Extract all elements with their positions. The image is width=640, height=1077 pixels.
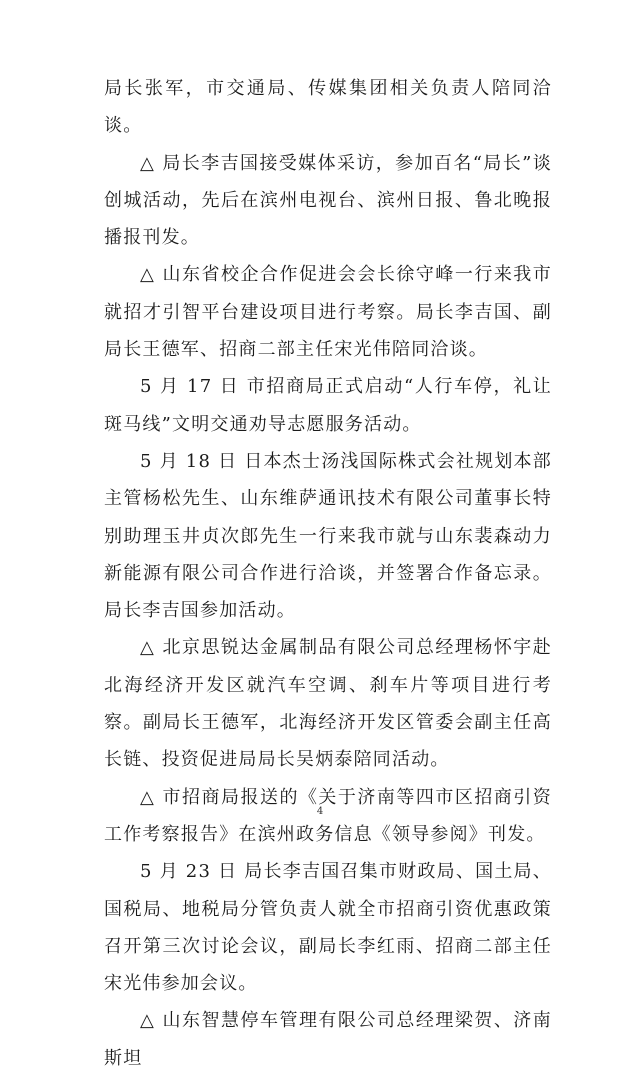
paragraph-7: △ 市招商局报送的《关于济南等四市区招商引资工作考察报告》在滨州政务信息《领导参阅》刊发。 [104,786,552,845]
paragraph-1: 局长张军，市交通局、传媒集团相关负责人陪同洽谈。 [104,78,552,137]
body-text [104,70,552,1077]
paragraph-8: 5 月 23 日 局长李吉国召集市财政局、国土局、国税局、地税局分管负责人就全市招商引资优惠政策召开第三次讨论会议，副局长李红雨、招商二部主任宋光伟参加会议。 [104,861,552,995]
page-number: 4 [316,806,324,817]
paragraph-4: 5 月 17 日 市招商局正式启动“人行车停，礼让斑马线”文明交通劝导志愿服务活动。 [104,376,552,435]
paragraph-5: 5 月 18 日 日本杰士汤浅国际株式会社规划本部主管杨松先生、山东维萨通讯技术有限公司董事长特别助理玉井贞次郎先生一行来我市就与山东裴森动力新能源有限公司合作进行洽谈，并签署合作备忘录。局长李吉国参加活动。 [104,450,552,622]
paragraph-9: △ 山东智慧停车管理有限公司总经理梁贺、济南斯坦 [104,1010,552,1069]
paragraph-3: △ 山东省校企合作促进会会长徐守峰一行来我市就招才引智平台建设项目进行考察。局长李吉国、副局长王德军、招商二部主任宋光伟陪同洽谈。 [104,264,552,361]
paragraph-2: △ 局长李吉国接受媒体采访，参加百名“局长”谈创城活动，先后在滨州电视台、滨州日报、鲁北晚报播报刊发。 [104,152,552,249]
paragraph-6: △ 北京思锐达金属制品有限公司总经理杨怀宇赴北海经济开发区就汽车空调、刹车片等项目进行考察。副局长王德军，北海经济开发区管委会副主任高长链、投资促进局局长吴炳泰陪同活动。 [104,637,552,771]
